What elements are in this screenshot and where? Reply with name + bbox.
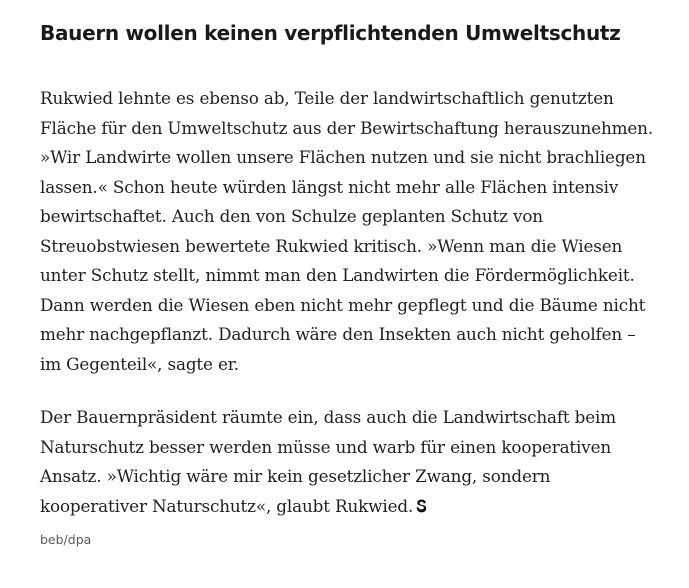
spiegel-s-logo-icon xyxy=(416,499,427,513)
article-paragraph xyxy=(40,403,660,521)
section-headline: Bauern wollen keinen verpflichtenden Umweltschutz xyxy=(40,21,621,45)
article-paragraph xyxy=(40,84,660,379)
paragraph-text: Rukwied lehnte es ebenso ab, Teile der landwirtschaftlich genutzten Fläche für den Umweltschutz aus der Bewirtschaftung herauszunehmen. »Wir Landwirte wollen unsere Flächen nutzen und sie nicht brachliegen lassen.« Schon heute würden längst nicht mehr alle Flächen intensiv bewirtschaftet. Auch den von Schulze geplanten Schutz von Streuobstwiesen bewertete Rukwied kritisch. »Wenn man die Wiesen unter Schutz stellt, nimmt man den Landwirten die Fördermöglichkeit. Dann werden die Wiesen eben nicht mehr gepflegt und die Bäume nicht mehr nachgepflanzt. Dadurch wäre den Insekten auch nicht geholfen – im Gegenteil«, sagte er. xyxy=(40,88,654,374)
author-credit: beb/dpa xyxy=(40,532,92,547)
paragraph-text: Der Bauernpräsident räumte ein, dass auch die Landwirtschaft beim Naturschutz besser werden müsse und warb für einen kooperativen Ansatz. »Wichtig wäre mir kein gesetzlicher Zwang, sondern kooperativer Naturschutz«, glaubt Rukwied. xyxy=(40,407,617,516)
article-body xyxy=(40,18,660,549)
